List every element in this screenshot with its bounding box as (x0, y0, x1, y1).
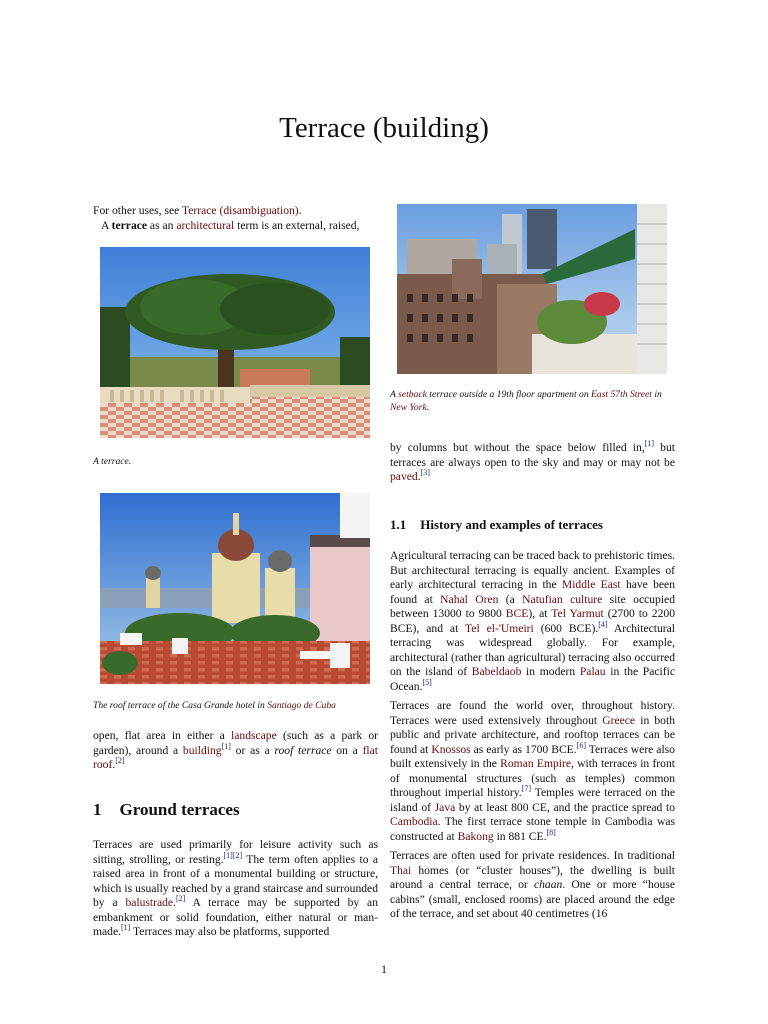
link-landscape[interactable]: landscape (231, 729, 277, 742)
link-flat-roof[interactable]: flat roof (93, 743, 379, 771)
link-bakong[interactable]: Bakong (457, 829, 494, 843)
link-roman-empire[interactable]: Roman Empire (500, 757, 571, 770)
link-knossos[interactable]: Knossos (431, 742, 471, 756)
left-column-continuation (93, 729, 378, 773)
page-number: 1 (381, 962, 387, 976)
link-east-57th-street[interactable]: East 57th Street (591, 389, 652, 400)
hatnote: For other uses, see Terrace (disambiguation). (93, 204, 302, 217)
intro-paragraph: A terrace as an architectural term is an external, raised, (101, 218, 360, 232)
terrace-photo (100, 247, 370, 438)
subsection-heading-history: 1.1 History and examples of terraces (390, 517, 603, 532)
setback-terrace-caption: A setback terrace outside a 19th floor apartment on East 57th Street in New York. (390, 389, 662, 413)
link-greece[interactable]: Greece (602, 713, 636, 727)
link-nahal-oren[interactable]: Nahal Oren (440, 592, 499, 606)
link-babeldaob[interactable]: Babeldaob (471, 665, 522, 678)
link-balustrade[interactable]: balustrade (125, 896, 174, 909)
right-column-continuation (390, 441, 675, 485)
link-middle-east[interactable]: Middle East (561, 578, 621, 591)
columns-paragraph: by columns but without the space below filled in,[1] but terraces are always open to the sky and may or may not be paved.[3] (390, 439, 675, 483)
link-santiago-de-cuba[interactable]: Santiago de Cuba (267, 700, 336, 711)
link-new-york[interactable]: New York (390, 402, 427, 413)
link-thai[interactable]: Thai (390, 863, 412, 877)
link-tel-el-umeiri[interactable]: Tel el-'Umeiri (465, 621, 534, 635)
casa-grande-photo (100, 493, 370, 684)
link-paved[interactable]: paved (390, 470, 418, 483)
history-paragraph-2: Terraces are found the world over, throughout history. Terraces were used extensively throughout Greece in both public and private architecture, and rooftop terraces can be found at Knossos as early as 1700 BCE.[6] Terraces were also built extensively in the Roman Empire, with terraces in front of monumental structures (such as temples) common throughout imperial history.[7] Temples were terraced on the island of Java by at least 800 CE, and the practice spread to Cambodia. The first terrace stone temple in Cambodia was constructed at Bakong in 881 CE.[8] (390, 699, 675, 843)
ground-terraces-paragraph: Terraces are used primarily for leisure activity such as sitting, strolling, or resting.[1][2] The term often applies to a raised area in front of a monumental building or structure, which is usually reached by a grand staircase and surrounded by a balustrade.[2] A terrace may be supported by an embankment or solid foundation, either natural or man-made.[1] Terraces may also be platforms, supported (93, 838, 378, 938)
link-tel-yarmut[interactable]: Tel Yarmut (551, 607, 604, 620)
setback-terrace-photo (397, 204, 667, 374)
section-heading-ground-terraces: 1 Ground terraces (93, 800, 240, 819)
definition-paragraph: open, flat area in either a landscape (such as a park or garden), around a building[1] or as a roof terrace on a flat roof.[2] (93, 729, 379, 771)
history-paragraph-3: Terraces are often used for private residences. In traditional Thai homes (or “cluster houses”), the dwelling is built around a central terrace, or chaan. One or more “house cabins” (small, enclosed rooms) are placed around the edge of the terrace, and set about 40 centimetres (16 (390, 849, 676, 920)
link-setback[interactable]: setback (398, 389, 427, 400)
link-java[interactable]: Java (434, 800, 456, 814)
link-bce[interactable]: BCE (505, 607, 529, 620)
link-terrace-disambiguation[interactable]: Terrace (disambiguation) (181, 204, 299, 217)
link-cambodia[interactable]: Cambodia (390, 815, 438, 828)
history-paragraph-1: Agricultural terracing can be traced back to prehistoric times. But architectural terracing is equally ancient. Examples of early architectural terracing in the Middle East have been found at Nahal Oren (a Natufian culture site occupied between 13000 to 9800 BCE), at Tel Yarmut (2700 to 2200 BCE), and at Tel el-'Umeiri (600 BCE).[4] Architectural terracing was widespread globally. For example, architectural (rather than agricultural) terracing also occurred on the island of Babeldaob in modern Palau in the Pacific Ocean.[5] (390, 549, 675, 693)
link-building[interactable]: building (182, 743, 222, 757)
citation[interactable]: [2] (115, 756, 125, 766)
link-natufian-culture[interactable]: Natufian culture (522, 592, 603, 606)
page-title: Terrace (building) (279, 112, 489, 144)
link-architectural[interactable]: architectural (176, 218, 235, 232)
history-text (390, 549, 675, 922)
left-column-intro (93, 204, 378, 233)
ground-terraces-text (93, 838, 378, 940)
link-palau[interactable]: Palau (579, 665, 606, 678)
casa-grande-caption: The roof terrace of the Casa Grande hotel in Santiago de Cuba (93, 700, 336, 711)
citation[interactable]: [1] (221, 741, 231, 751)
terrace-photo-caption: A terrace. (93, 456, 132, 467)
